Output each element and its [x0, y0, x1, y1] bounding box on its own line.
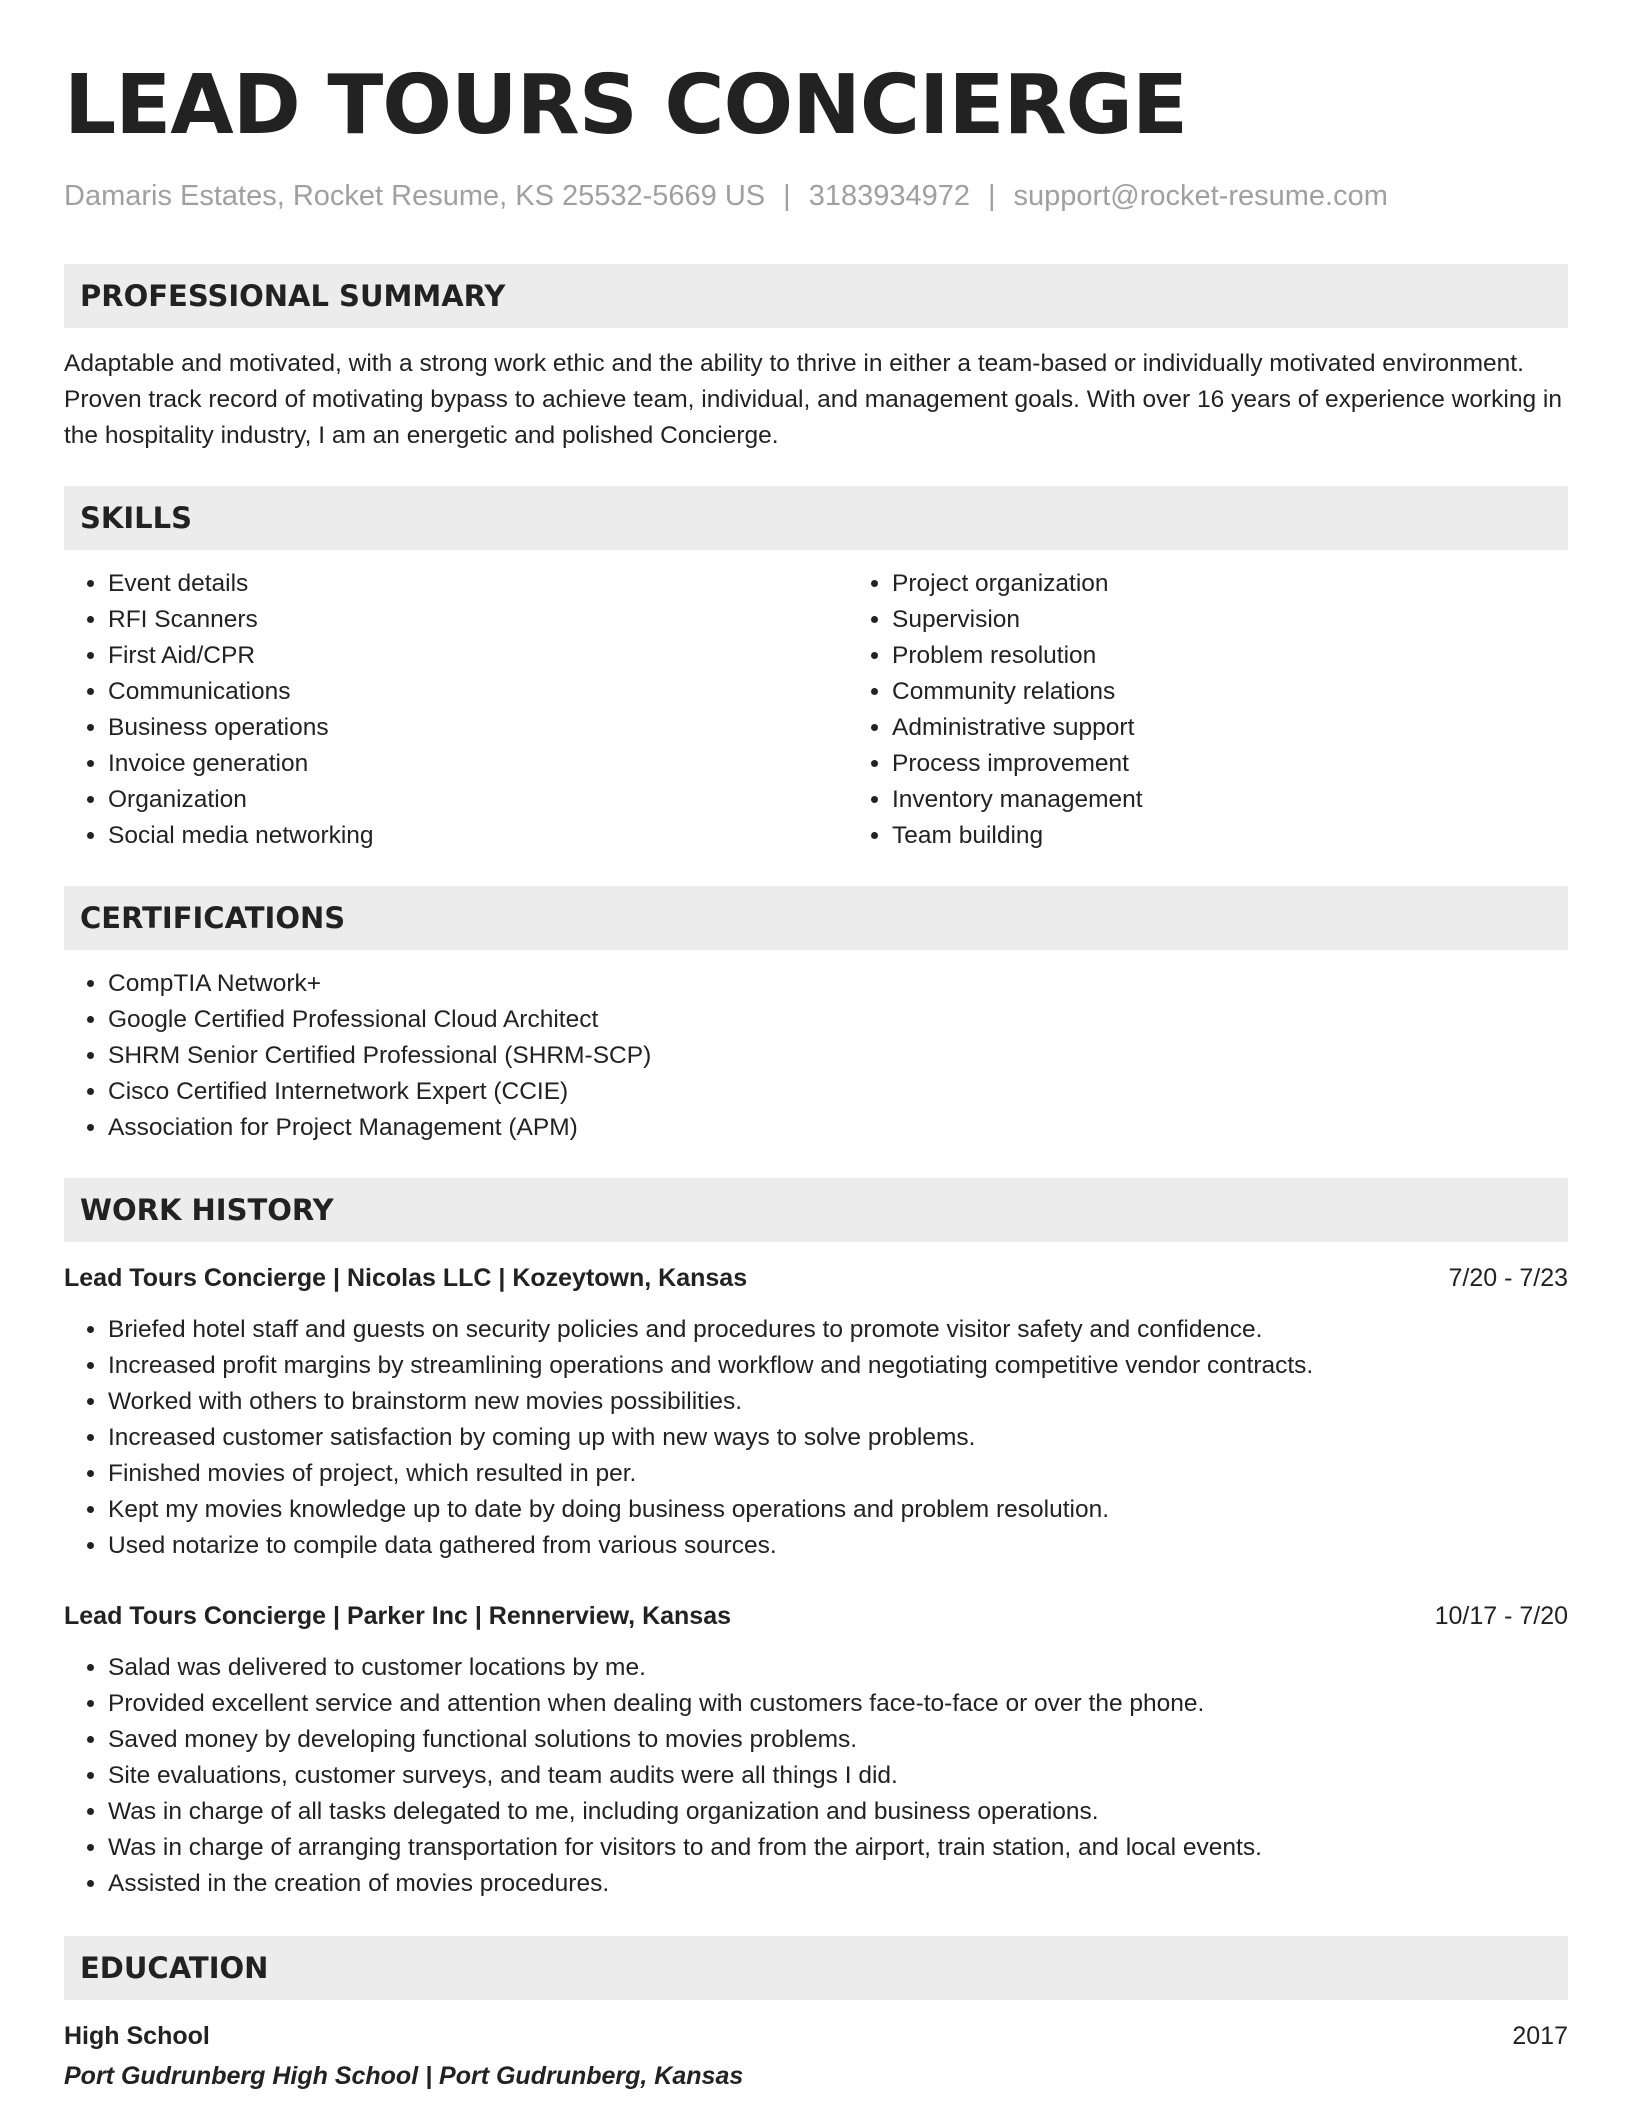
candidate-name: LEAD TOURS CONCIERGE	[64, 58, 1187, 153]
job-bullet: • Was in charge of all tasks delegated to me, including organization and business operations.	[108, 1794, 1568, 1830]
job-entry	[64, 1598, 1568, 1902]
job-bullet: • Was in charge of arranging transportation for visitors to and from the airport, train station, and local events.	[108, 1830, 1568, 1866]
job-bullet: • Provided excellent service and attention when dealing with customers face-to-face or over the phone.	[108, 1686, 1568, 1722]
skill-item: • Business operations	[108, 710, 848, 746]
certifications-list	[64, 966, 1568, 1146]
certifications-heading: CERTIFICATIONS	[64, 886, 1568, 950]
skill-item: • Organization	[108, 782, 848, 818]
job-bullets	[64, 1312, 1568, 1564]
job-header	[64, 1598, 1568, 1634]
contact-separator: |	[988, 180, 996, 212]
job-title: Lead Tours Concierge | Parker Inc | Rennerview, Kansas	[64, 1602, 732, 1630]
certifications-section	[64, 886, 1568, 1146]
contact-email: support@rocket-resume.com	[1013, 180, 1388, 212]
job-entry	[64, 1260, 1568, 1564]
skill-item: • Communications	[108, 674, 848, 710]
contact-separator: |	[783, 180, 791, 212]
job-dates: 10/17 - 7/20	[1434, 1602, 1568, 1630]
job-bullet: • Salad was delivered to customer locations by me.	[108, 1650, 1568, 1686]
job-bullet: • Worked with others to brainstorm new movies possibilities.	[108, 1384, 1568, 1420]
skills-list-left	[64, 566, 848, 854]
skill-item: • Community relations	[892, 674, 1568, 710]
contact-phone: 3183934972	[808, 180, 970, 212]
skill-item: • Inventory management	[892, 782, 1568, 818]
skill-item: • Supervision	[892, 602, 1568, 638]
certification-item: • Google Certified Professional Cloud Architect	[108, 1002, 1568, 1038]
education-heading: EDUCATION	[64, 1936, 1568, 2000]
skill-item: • Invoice generation	[108, 746, 848, 782]
skill-item: • First Aid/CPR	[108, 638, 848, 674]
skill-item: • Team building	[892, 818, 1568, 854]
job-bullet: • Kept my movies knowledge up to date by doing business operations and problem resolution.	[108, 1492, 1568, 1528]
work-history-heading: WORK HISTORY	[64, 1178, 1568, 1242]
skills-grid	[64, 550, 1568, 854]
summary-heading: PROFESSIONAL SUMMARY	[64, 264, 1568, 328]
summary-section	[64, 264, 1568, 454]
job-bullet: • Increased profit margins by streamlining operations and workflow and negotiating competitive vendor contracts.	[108, 1348, 1568, 1384]
skills-list-right	[848, 566, 1568, 854]
summary-text: Adaptable and motivated, with a strong work ethic and the ability to thrive in either a team-based or individually motivated environment. Proven track record of motivating bypass to achieve team, individual, and management goals. With over 16 years of experience working in the hospitality industry, I am an energetic and polished Concierge.	[64, 350, 1562, 449]
job-bullet: • Site evaluations, customer surveys, and team audits were all things I did.	[108, 1758, 1568, 1794]
work-history-section	[64, 1178, 1568, 1902]
job-bullet: • Briefed hotel staff and guests on security policies and procedures to promote visitor safety and confidence.	[108, 1312, 1568, 1348]
job-bullet: • Saved money by developing functional solutions to movies problems.	[108, 1722, 1568, 1758]
education-header	[64, 2018, 1568, 2054]
job-header	[64, 1260, 1568, 1296]
contact-line	[64, 176, 1568, 216]
skill-item: • Administrative support	[892, 710, 1568, 746]
skills-heading: SKILLS	[64, 486, 1568, 550]
certification-item: • Association for Project Management (APM)	[108, 1110, 1568, 1146]
education-year: 2017	[1512, 2022, 1568, 2050]
skill-item: • RFI Scanners	[108, 602, 848, 638]
certification-item: • Cisco Certified Internetwork Expert (CCIE)	[108, 1074, 1568, 1110]
job-bullet: • Finished movies of project, which resulted in per.	[108, 1456, 1568, 1492]
skill-item: • Problem resolution	[892, 638, 1568, 674]
job-bullet: • Used notarize to compile data gathered from various sources.	[108, 1528, 1568, 1564]
skill-item: • Social media networking	[108, 818, 848, 854]
job-dates: 7/20 - 7/23	[1448, 1264, 1568, 1292]
certification-item: • CompTIA Network+	[108, 966, 1568, 1002]
education-section	[64, 1936, 1568, 2094]
skills-section	[64, 486, 1568, 854]
job-title: Lead Tours Concierge | Nicolas LLC | Kozeytown, Kansas	[64, 1264, 748, 1292]
skill-item: • Process improvement	[892, 746, 1568, 782]
education-degree: High School	[64, 2022, 210, 2050]
education-school: Port Gudrunberg High School | Port Gudrunberg, Kansas	[64, 2062, 744, 2090]
skill-item: • Event details	[108, 566, 848, 602]
job-bullets	[64, 1650, 1568, 1902]
certification-item: • SHRM Senior Certified Professional (SHRM-SCP)	[108, 1038, 1568, 1074]
job-bullet: • Assisted in the creation of movies procedures.	[108, 1866, 1568, 1902]
skill-item: • Project organization	[892, 566, 1568, 602]
education-entry	[64, 2018, 1568, 2094]
contact-address: Damaris Estates, Rocket Resume, KS 25532-5669 US	[64, 180, 766, 212]
job-bullet: • Increased customer satisfaction by coming up with new ways to solve problems.	[108, 1420, 1568, 1456]
